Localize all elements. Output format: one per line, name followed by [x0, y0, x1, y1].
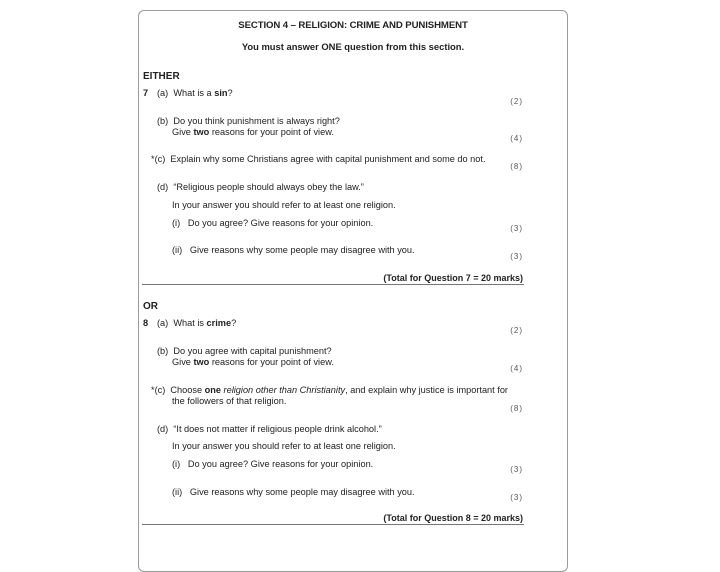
question-8d-ii-marks: (3) — [510, 493, 523, 502]
question-8d-refer: In your answer you should refer to at least one religion. — [172, 441, 396, 451]
question-8b-line2: Give two reasons for your point of view. — [172, 357, 334, 367]
question-8d-i: (i) Do you agree? Give reasons for your opinion. — [172, 459, 374, 469]
question-8a-marks: (2) — [510, 326, 523, 335]
question-7b-marks: (4) — [510, 134, 523, 143]
question-8b-marks: (4) — [510, 364, 523, 373]
question-7-total: (Total for Question 7 = 20 marks) — [383, 273, 523, 283]
question-8a: (a) What is crime? — [157, 318, 237, 328]
question-7b-line2: Give two reasons for your point of view. — [172, 127, 334, 137]
question-7a: (a) What is a sin? — [157, 88, 233, 98]
question-7c-marks: (8) — [510, 162, 523, 171]
divider — [142, 524, 524, 525]
section-title: SECTION 4 – RELIGION: CRIME AND PUNISHMENT — [238, 20, 468, 31]
question-8c-line2: the followers of that religion. — [172, 396, 287, 406]
exam-page — [138, 10, 568, 572]
or-heading: OR — [143, 301, 158, 312]
question-8c: *(c) Choose one religion other than Christianity, and explain why justice is important for — [151, 385, 508, 395]
divider — [142, 284, 524, 285]
question-7d-refer: In your answer you should refer to at least one religion. — [172, 200, 396, 210]
question-7-number: 7 — [143, 88, 149, 98]
question-7d-i-marks: (3) — [510, 224, 523, 233]
question-8d-ii: (ii) Give reasons why some people may disagree with you. — [172, 487, 415, 497]
question-7d-ii: (ii) Give reasons why some people may disagree with you. — [172, 245, 415, 255]
question-7d-ii-marks: (3) — [510, 252, 523, 261]
section-instruction: You must answer ONE question from this section. — [241, 41, 465, 52]
either-heading: EITHER — [143, 71, 180, 82]
question-7a-marks: (2) — [510, 97, 523, 106]
question-7d-i: (i) Do you agree? Give reasons for your opinion. — [172, 218, 374, 228]
question-8-total: (Total for Question 8 = 20 marks) — [383, 513, 523, 523]
question-8b: (b) Do you agree with capital punishment? — [157, 346, 332, 356]
question-7b: (b) Do you think punishment is always right? — [157, 116, 340, 126]
question-7c: *(c) Explain why some Christians agree with capital punishment and some do not. — [151, 154, 486, 164]
question-8d: (d) “It does not matter if religious people drink alcohol.” — [157, 424, 382, 434]
question-8-number: 8 — [143, 318, 149, 328]
question-7d: (d) “Religious people should always obey the law.” — [157, 182, 364, 192]
question-8c-marks: (8) — [510, 404, 523, 413]
question-8d-i-marks: (3) — [510, 465, 523, 474]
